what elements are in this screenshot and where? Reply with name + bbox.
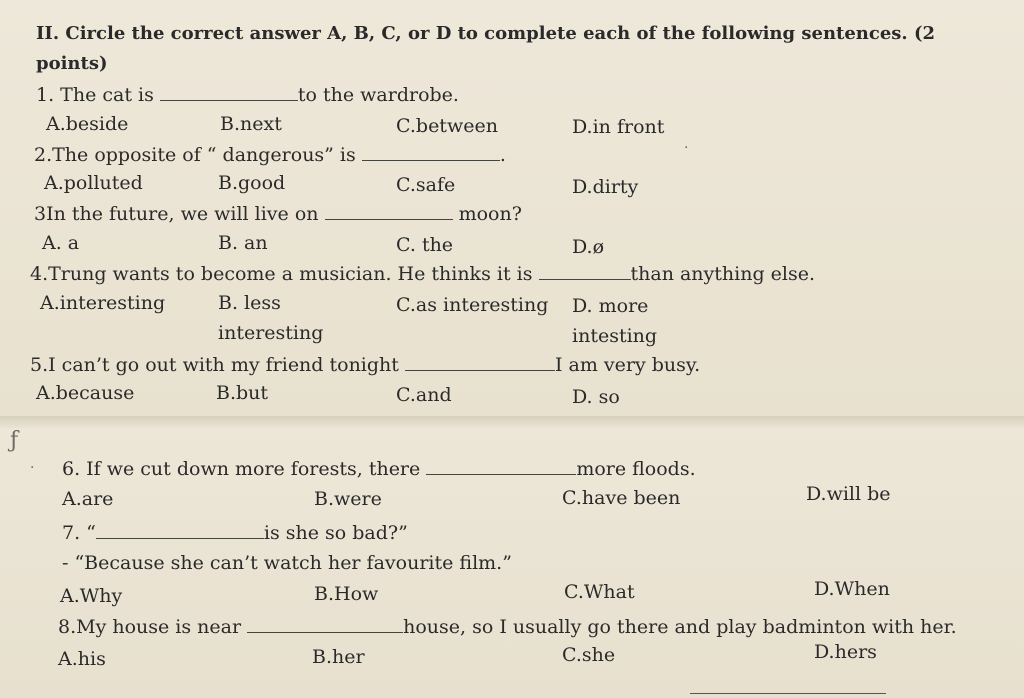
option-8c[interactable]: C.she	[562, 644, 616, 666]
question-7-reply: - “Because she can’t watch her favourite film.”	[62, 552, 512, 574]
question-text: house, so I usually go there and play badminton with her.	[403, 616, 957, 638]
option-2d[interactable]: D.dirty	[572, 176, 639, 198]
answer-blank	[405, 352, 555, 371]
option-5b[interactable]: B.but	[216, 382, 269, 404]
question-text: to the wardrobe.	[297, 84, 459, 106]
question-8	[58, 614, 957, 639]
option-6b[interactable]: B.were	[314, 488, 382, 510]
option-3c[interactable]: C. the	[396, 234, 454, 256]
option-7a[interactable]: A.Why	[60, 585, 123, 607]
option-6a[interactable]: A.are	[62, 488, 114, 510]
option-7d[interactable]: D.When	[814, 578, 890, 600]
question-text: 6. If we cut down more forests, there	[62, 458, 421, 480]
option-4b[interactable]: B. less	[218, 292, 281, 314]
question-text: 7. “	[62, 522, 96, 544]
option-2b[interactable]: B.good	[218, 172, 286, 194]
option-3b[interactable]: B. an	[218, 232, 268, 254]
answer-blank	[426, 456, 576, 475]
section-heading: II. Circle the correct answer A, B, C, or D to complete each of the following sentences. (2	[36, 23, 936, 44]
question-text: 2.The opposite of “ dangerous” is	[34, 144, 356, 166]
answer-blank	[362, 142, 500, 161]
question-3	[34, 201, 522, 226]
option-4d[interactable]: D. more	[572, 295, 649, 317]
option-4b-cont[interactable]: interesting	[218, 322, 324, 344]
question-text: 3In the future, we will live on	[34, 203, 319, 225]
margin-dot: ·	[30, 460, 35, 476]
answer-blank	[539, 261, 631, 280]
question-text: 4.Trung wants to become a musician. He thinks it is	[30, 263, 533, 285]
answer-blank	[160, 82, 298, 101]
option-7c[interactable]: C.What	[564, 581, 635, 603]
sheet-fold	[0, 416, 1024, 428]
option-1c[interactable]: C.between	[396, 115, 498, 137]
question-4	[30, 261, 815, 286]
answer-blank	[96, 520, 264, 539]
question-text: than anything else.	[630, 263, 816, 285]
question-text: 1. The cat is	[36, 84, 154, 106]
option-8a[interactable]: A.his	[58, 648, 106, 670]
option-2c[interactable]: C.safe	[396, 174, 456, 196]
underline-rule	[690, 693, 886, 694]
question-text: .	[499, 144, 506, 166]
question-5	[30, 352, 700, 377]
question-2	[34, 142, 506, 167]
question-6	[62, 456, 696, 481]
question-text: 5.I can’t go out with my friend tonight	[30, 354, 399, 376]
question-7	[62, 520, 408, 545]
option-3d[interactable]: D.ø	[572, 236, 605, 258]
section-heading-cont: points)	[36, 53, 108, 74]
question-text: is she so bad?”	[263, 522, 408, 544]
question-text: I am very busy.	[554, 354, 701, 376]
option-5d[interactable]: D. so	[572, 386, 620, 408]
option-4c[interactable]: C.as interesting	[396, 294, 549, 316]
option-4a[interactable]: A.interesting	[40, 292, 166, 314]
stray-mark: ·	[684, 140, 689, 156]
question-text: moon?	[458, 203, 522, 225]
option-6c[interactable]: C.have been	[562, 487, 681, 509]
option-5a[interactable]: A.because	[36, 382, 135, 404]
question-text: more floods.	[576, 458, 696, 480]
option-1d[interactable]: D.in front	[572, 116, 665, 138]
option-6d[interactable]: D.will be	[806, 483, 891, 505]
question-text: 8.My house is near	[58, 616, 242, 638]
option-8d[interactable]: D.hers	[814, 641, 877, 663]
question-1	[36, 82, 459, 107]
option-1a[interactable]: A.beside	[46, 113, 129, 135]
option-8b[interactable]: B.her	[312, 646, 365, 668]
option-5c[interactable]: C.and	[396, 384, 452, 406]
option-3a[interactable]: A. a	[42, 232, 80, 254]
margin-mark: ƒ	[10, 428, 19, 453]
answer-blank	[247, 614, 403, 633]
option-4d-cont[interactable]: intesting	[572, 325, 658, 347]
option-2a[interactable]: A.polluted	[44, 172, 143, 194]
answer-blank	[325, 201, 453, 220]
option-7b[interactable]: B.How	[314, 583, 379, 605]
option-1b[interactable]: B.next	[220, 113, 282, 135]
